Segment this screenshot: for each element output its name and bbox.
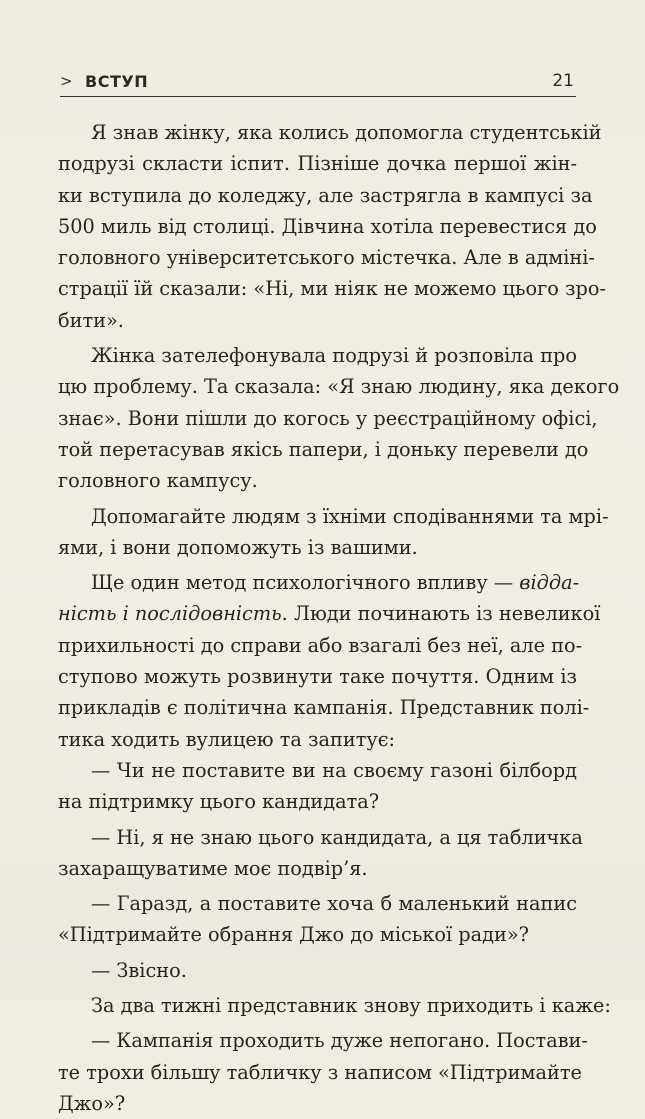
text-line: прикладів є політична кампанія. Представник полі- [58,696,590,720]
text-line: ступово можуть розвинути таке почуття. Одним із [58,665,577,689]
dialogue-line: — Звісно. [91,958,187,982]
text-line: За два тижні представник знову приходить і каже: [91,994,611,1018]
text-line: головного кампусу. [58,469,258,493]
text-line: цю проблему. Та сказала: «Я знаю людину, яка декого [58,375,620,399]
text-line: прихильності до справи або взагалі без неї, але по- [58,633,583,657]
body-text [58,117,620,1119]
italic-term: ність і послідовність [58,602,282,626]
text-line: головного університетського містечка. Але в адміні- [58,246,595,270]
text-line: знає». Вони пішли до когось у реєстраційному офісі, [58,406,598,430]
text-line [91,567,580,598]
dialogue-line: захаращуватиме моє подвір’я. [58,856,368,880]
text-line: страції їй сказали: «Ні, ми ніяк не можемо цього зро- [58,277,606,301]
dialogue-line: те трохи більшу табличку з написом «Підтримайте [58,1060,582,1084]
section-marker-icon: > [60,72,73,90]
dialogue-line: — Ні, я не знаю цього кандидата, а ця табличка [91,825,583,849]
text-line: той перетасував якісь папери, і доньку перевели до [58,437,589,461]
text-line: тика ходить вулицею та запитує: [58,727,396,751]
text-segment: . Люди починають із невеликої [281,602,601,626]
text-line: ки вступила до коледжу, але застрягла в кампусі за [58,183,593,207]
dialogue-line: — Гаразд, а поставите хоча б маленький напис [91,892,577,916]
page-number: 21 [552,71,574,91]
running-head [60,70,576,97]
section-title: ВСТУП [85,72,149,91]
text-line: подрузі скласти іспит. Пізніше дочка першої жін- [58,152,577,176]
dialogue-line: Джо»? [58,1091,126,1115]
text-line [58,598,601,629]
text-line: 500 миль від столиці. Дівчина хотіла перевестися до [58,214,597,238]
text-segment: Ще один метод психологічного впливу — [91,571,514,595]
text-line: Я знав жінку, яка колись допомогла студентській [91,121,602,144]
italic-term: відда- [519,571,580,595]
dialogue-line: — Кампанія проходить дуже непогано. Постави- [91,1029,588,1053]
dialogue-line: на підтримку цього кандидата? [58,790,380,814]
dialogue-line: — Чи не поставите ви на своєму газоні білборд [91,758,577,782]
text-line: бити». [58,308,124,332]
text-line: Допомагайте людям з їхніми сподіваннями та мрі- [91,504,609,528]
text-line: ями, і вони допоможуть із вашими. [58,535,418,559]
text-line: Жінка зателефонувала подрузі й розповіла про [91,344,577,368]
dialogue-line: «Підтримайте обрання Джо до міської ради»? [58,923,529,947]
